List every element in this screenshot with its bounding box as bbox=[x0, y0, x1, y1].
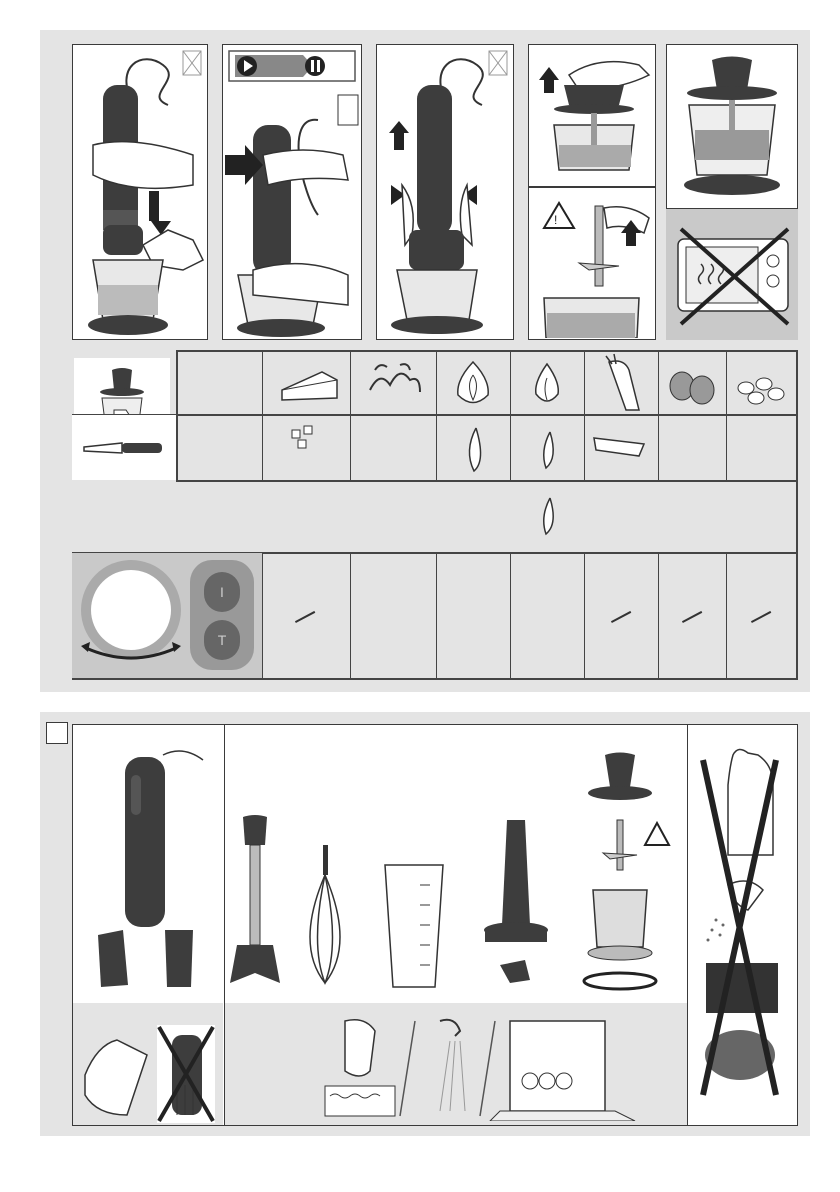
chopper-blade-icon bbox=[617, 820, 623, 870]
step-release-motor bbox=[376, 44, 514, 340]
dishwasher-icon bbox=[510, 1021, 605, 1111]
pause-icon bbox=[305, 56, 325, 76]
button-I[interactable]: I bbox=[204, 572, 240, 612]
blade-warning-icon bbox=[645, 823, 669, 845]
speed-buttons bbox=[190, 560, 254, 670]
walnut-icon bbox=[658, 350, 726, 414]
chopper-ingredient-table bbox=[72, 350, 798, 680]
chopper-bowl-icon bbox=[593, 890, 647, 947]
blender-shaft-icon bbox=[243, 815, 267, 845]
masher-icon bbox=[502, 820, 530, 925]
do-not-clean-column bbox=[688, 724, 798, 1126]
detergent-icon bbox=[345, 1020, 375, 1076]
motor-cleaning-column bbox=[72, 724, 224, 1126]
tap-icon bbox=[440, 1020, 460, 1036]
anti-slip-ring-icon bbox=[584, 973, 656, 989]
speed-dial[interactable] bbox=[76, 558, 186, 668]
chopper-lid-icon bbox=[605, 753, 635, 788]
speed-mark-cheese bbox=[295, 611, 315, 623]
step-remove-lid bbox=[528, 44, 656, 187]
button-T[interactable]: T bbox=[204, 620, 240, 660]
garlic-icon bbox=[510, 350, 584, 414]
dishwasher-cleaning-illustration bbox=[315, 1011, 675, 1121]
sponge-icon bbox=[706, 963, 778, 1013]
onion-icon bbox=[436, 350, 510, 414]
no-microwave-warning bbox=[666, 209, 798, 340]
beaker-icon bbox=[385, 865, 443, 987]
parsley-icon bbox=[350, 350, 436, 414]
cheese-icon bbox=[262, 350, 350, 414]
adapter-icon bbox=[98, 930, 128, 987]
step-remove-blade bbox=[528, 187, 656, 340]
step-attach-motor bbox=[72, 44, 208, 340]
knife-icon bbox=[72, 415, 176, 481]
carrot-icon bbox=[584, 350, 658, 414]
section-number-box bbox=[46, 722, 68, 744]
step-assembled-chopper bbox=[666, 44, 798, 209]
speed-mark-walnut bbox=[682, 611, 702, 623]
whisk-icon bbox=[323, 845, 328, 875]
wipe-motor-illustration bbox=[77, 1015, 223, 1125]
almond-icon bbox=[726, 350, 796, 414]
speed-mark-almond bbox=[751, 611, 771, 623]
speed-mark-carrot bbox=[611, 611, 631, 623]
step-press-button bbox=[222, 44, 362, 340]
accessories-column bbox=[224, 724, 688, 1126]
warning-icon bbox=[544, 203, 574, 228]
svg-text:!: ! bbox=[554, 213, 558, 227]
